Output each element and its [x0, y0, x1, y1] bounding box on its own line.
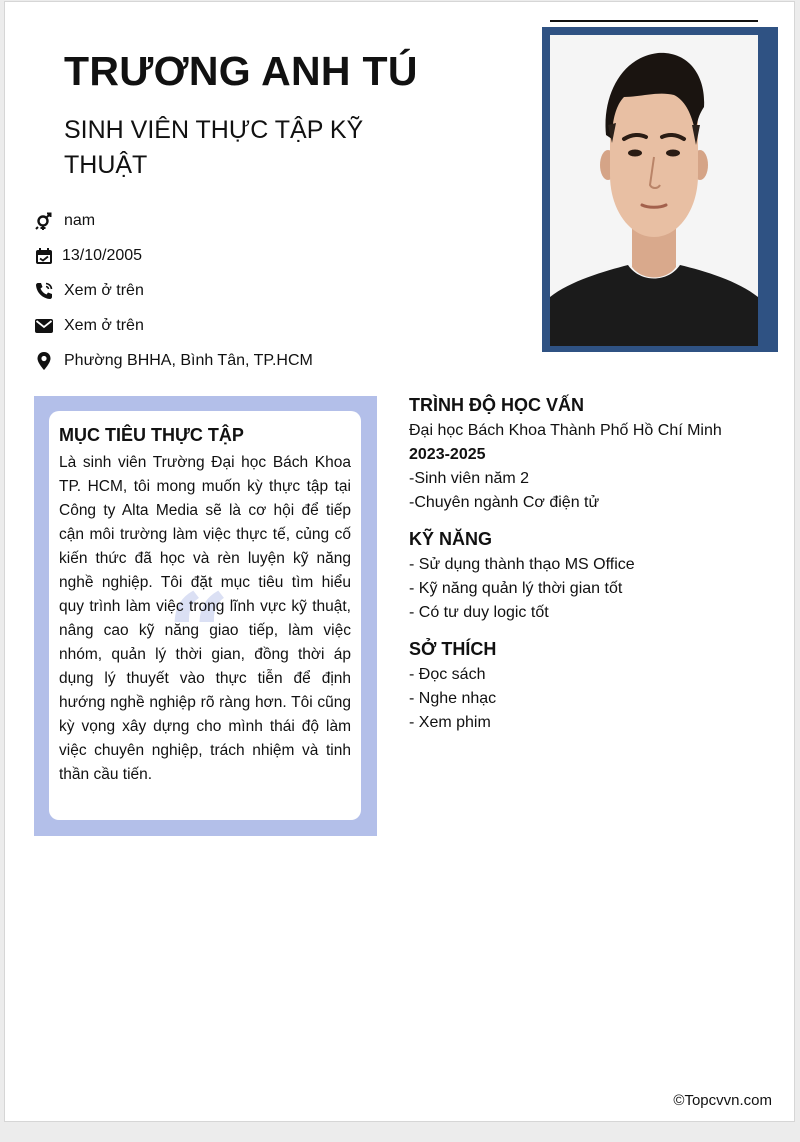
objective-card: [49, 411, 361, 820]
hobby-item: - Đọc sách: [409, 666, 486, 683]
education-detail: -Sinh viên năm 2: [409, 470, 530, 487]
contact-birthday: [33, 238, 313, 273]
skill-item: - Có tư duy logic tốt: [409, 604, 549, 621]
quote-icon: “: [167, 569, 231, 698]
objective-box: [34, 396, 377, 836]
education-heading: TRÌNH ĐỘ HỌC VẤN: [409, 395, 584, 415]
hobby-item: - Xem phim: [409, 714, 491, 731]
contact-address-value: Phường BHHA, Bình Tân, TP.HCM: [64, 351, 313, 369]
skills-section: [409, 525, 789, 625]
skills-heading: KỸ NĂNG: [409, 529, 493, 549]
objective-text: Là sinh viên Trường Đại học Bách Khoa TP. HCM, tôi mong muốn kỳ thực tập tại Công ty Alta Media sẽ là cơ hội để tiếp cận môi trường làm việc thực tế, củng cố kiến thức đã học và rèn luyện kỹ năng nghề nghiệp. Tôi đặt mục tiêu tìm hiểu quy trình làm việc trong lĩnh vực kỹ thuật, nâng cao kỹ năng giao tiếp, làm việc nhóm, quản lý thời gian, đồng thời áp dụng lý thuyết vào thực tiễn để định hướng nghề nghiệp rõ ràng hơn. Tôi cũng kỳ vọng xây dựng cho mình thái độ làm việc chuyên nghiệp, trách nhiệm và tinh thần cầu tiến.: [59, 454, 351, 783]
contact-address: [33, 343, 313, 378]
hobby-item: - Nghe nhạc: [409, 690, 497, 707]
cv-page: [4, 1, 795, 1122]
location-icon: [33, 350, 55, 372]
hobbies-heading: SỞ THÍCH: [409, 639, 497, 659]
right-column: [409, 391, 789, 735]
skill-item: - Kỹ năng quản lý thời gian tốt: [409, 580, 623, 597]
objective-heading: MỤC TIÊU THỰC TẬP: [59, 425, 244, 445]
education-school: Đại học Bách Khoa Thành Phố Hồ Chí Minh: [409, 422, 722, 439]
phone-icon: [33, 280, 55, 302]
education-detail: -Chuyên ngành Cơ điện tử: [409, 494, 600, 511]
mail-icon: [33, 315, 55, 337]
contact-list: [33, 203, 313, 378]
education-period: 2023-2025: [409, 446, 486, 463]
contact-gender-value: nam: [64, 211, 96, 229]
photo-top-line: [550, 20, 758, 22]
avatar: [550, 35, 758, 346]
candidate-name: TRƯƠNG ANH TÚ: [64, 48, 418, 94]
contact-phone-value: Xem ở trên: [64, 281, 144, 299]
job-title: SINH VIÊN THỰC TẬP KỸ THUẬT: [64, 116, 364, 179]
contact-email: [33, 308, 313, 343]
gender-icon: [33, 210, 55, 232]
calendar-icon: [33, 245, 55, 267]
contact-gender: [33, 203, 313, 238]
contact-phone: [33, 273, 313, 308]
contact-email-value: Xem ở trên: [64, 316, 144, 334]
hobbies-section: [409, 635, 789, 735]
education-section: [409, 391, 789, 515]
contact-birthday-value: 13/10/2005: [62, 246, 143, 264]
skill-item: - Sử dụng thành thạo MS Office: [409, 556, 635, 573]
copyright-text: ©Topcvvn.com: [673, 1092, 772, 1109]
